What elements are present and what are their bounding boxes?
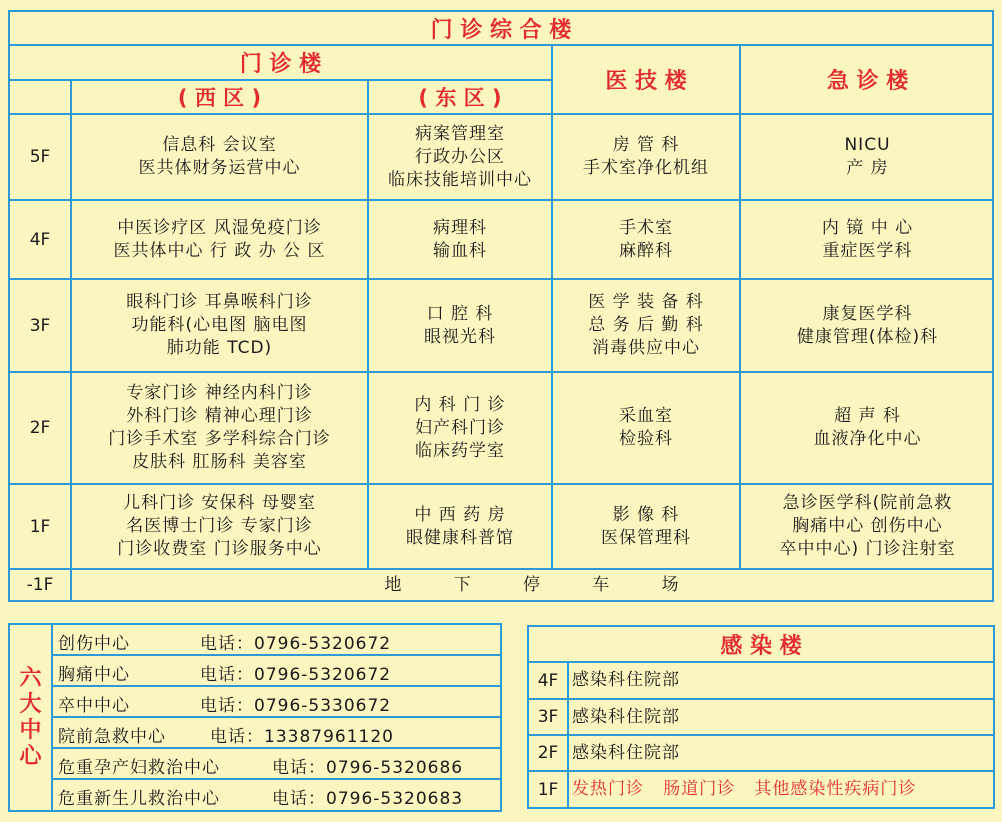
east-3f: 口 腔 科 眼视光科 bbox=[424, 303, 496, 347]
infection-title: 感 染 楼 bbox=[720, 633, 802, 659]
floor-label: 3F bbox=[537, 707, 559, 727]
center-row bbox=[58, 753, 464, 778]
infection-3f: 感染科住院部 bbox=[572, 706, 680, 727]
center-name: 危重孕产妇救治中心 bbox=[58, 758, 220, 778]
west-3f: 眼科门诊 耳鼻喉科门诊 功能科(心电图 脑电图 肺功能 TCD) bbox=[126, 292, 313, 358]
emergency-2f: 超 声 科 血液净化中心 bbox=[813, 406, 922, 449]
tech-5f: 房 管 科 手术室净化机组 bbox=[583, 135, 709, 178]
emergency-3f: 康复医学科 健康管理(体检)科 bbox=[796, 303, 939, 347]
floor-label: 1F bbox=[29, 516, 51, 537]
center-row bbox=[58, 691, 392, 716]
tech-2f: 采血室 检验科 bbox=[619, 406, 673, 449]
west-1f: 儿科门诊 安保科 母婴室 名医博士门诊 专家门诊 门诊收费室 门诊服务中心 bbox=[117, 493, 322, 559]
west-2f: 专家门诊 神经内科门诊 外科门诊 精神心理门诊 门诊手术室 多学科综合门诊 皮肤科 肛肠科 美容室 bbox=[108, 383, 331, 472]
tech-building-header: 医 技 楼 bbox=[605, 69, 687, 94]
center-row bbox=[58, 629, 392, 654]
tech-4f: 手术室 麻醉科 bbox=[619, 217, 673, 261]
center-phone: 电话：0796-5330672 bbox=[200, 696, 392, 716]
emergency-1f: 急诊医学科(院前急救 胸痛中心 创伤中心 卒中中心) 门诊注射室 bbox=[779, 493, 956, 559]
center-row bbox=[58, 660, 392, 685]
center-name: 创伤中心 bbox=[58, 634, 130, 654]
infection-2f: 感染科住院部 bbox=[572, 742, 680, 763]
center-name: 胸痛中心 bbox=[58, 665, 130, 685]
east-5f: 病案管理室 行政办公区 临床技能培训中心 bbox=[388, 123, 532, 190]
six-centers-title: 六 大 中 心 bbox=[19, 665, 42, 769]
west-4f: 中医诊疗区 风湿免疫门诊 医共体中心 行 政 办 公 区 bbox=[113, 217, 326, 261]
center-row bbox=[58, 722, 394, 747]
infection-1f: 发热门诊 肠道门诊 其他感染性疾病门诊 bbox=[572, 779, 917, 799]
floor-label: 2F bbox=[29, 418, 51, 438]
east-1f: 中 西 药 房 眼健康科普馆 bbox=[406, 504, 514, 548]
east-2f: 内 科 门 诊 妇产科门诊 临床药学室 bbox=[414, 394, 506, 461]
floor-label: 4F bbox=[29, 229, 51, 250]
west-zone-header: ( 西 区 ) bbox=[177, 86, 262, 110]
east-4f: 病理科 输血科 bbox=[433, 217, 487, 261]
center-phone: 电话：0796-5320683 bbox=[272, 789, 464, 809]
center-row bbox=[58, 784, 464, 809]
outpatient-header: 门 诊 楼 bbox=[239, 52, 322, 77]
emergency-5f: NICU 产 房 bbox=[844, 135, 891, 178]
floor-label: -1F bbox=[26, 575, 54, 595]
tech-3f: 医 学 装 备 科 总 务 后 勤 科 消毒供应中心 bbox=[588, 292, 704, 358]
center-phone: 电话：0796-5320672 bbox=[200, 634, 392, 654]
main-title: 门 诊 综 合 楼 bbox=[430, 17, 572, 43]
center-phone: 电话：0796-5320672 bbox=[200, 665, 392, 685]
floor-label: 2F bbox=[537, 743, 559, 763]
basement-parking: 地 下 停 车 场 bbox=[384, 574, 680, 595]
floor-label: 1F bbox=[537, 779, 559, 800]
emergency-building-header: 急 诊 楼 bbox=[826, 69, 909, 94]
floor-label: 3F bbox=[29, 315, 51, 336]
center-name: 危重新生儿救治中心 bbox=[58, 789, 220, 809]
center-name: 卒中中心 bbox=[58, 696, 130, 716]
floor-label: 5F bbox=[29, 147, 51, 167]
center-phone: 电话：0796-5320686 bbox=[272, 758, 464, 778]
floor-label: 4F bbox=[537, 670, 559, 691]
emergency-4f: 内 镜 中 心 重症医学科 bbox=[821, 217, 914, 261]
west-5f: 信息科 会议室 医共体财务运营中心 bbox=[138, 135, 301, 178]
center-name: 院前急救中心 bbox=[58, 727, 166, 747]
center-phone: 电话：13387961120 bbox=[210, 727, 394, 747]
infection-4f: 感染科住院部 bbox=[572, 670, 680, 690]
east-zone-header: ( 东 区 ) bbox=[418, 86, 502, 110]
tech-1f: 影 像 科 医保管理科 bbox=[601, 504, 691, 548]
